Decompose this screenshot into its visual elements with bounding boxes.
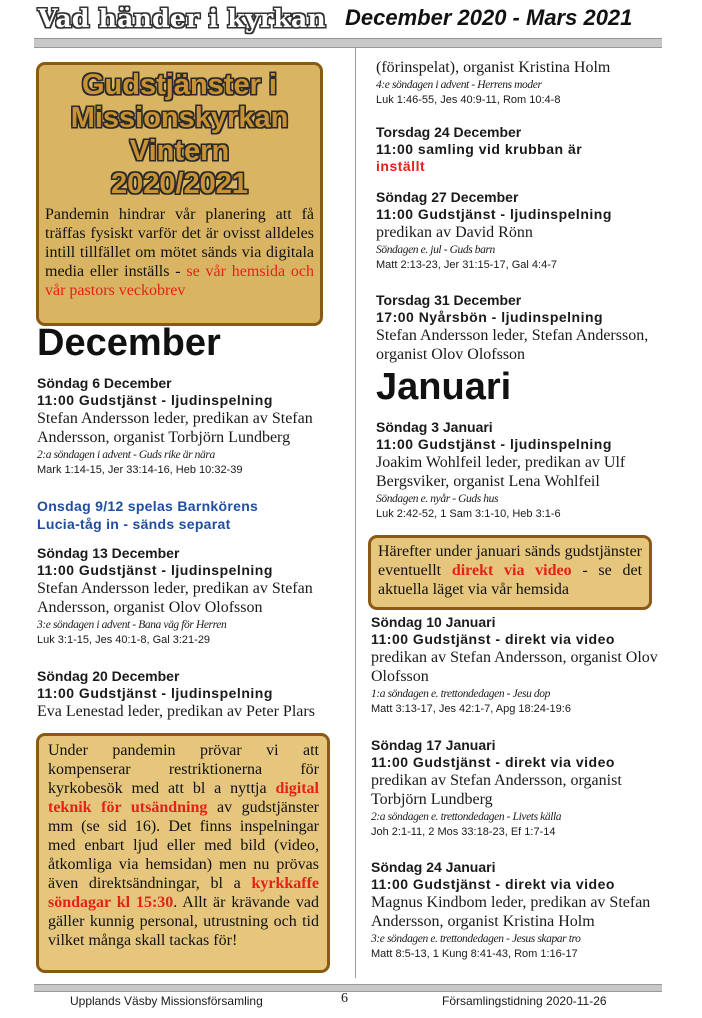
- footer-issue: Församlingstidning 2020-11-26: [442, 994, 607, 1008]
- service-details: Stefan Andersson leder, Stefan Andersson, organist Olov Olofsson: [376, 327, 649, 363]
- service-time: 11:00 Gudstjänst - ljudinspelning: [37, 392, 273, 408]
- footer-rule: [34, 984, 662, 992]
- service-day: Torsdag 24 December: [376, 124, 522, 140]
- newsletter-section-title: Vad händer i kyrkan: [38, 4, 326, 33]
- service-details: predikan av Stefan Andersson, organist Torbjörn Lundberg: [371, 772, 622, 808]
- intro-box-title: Gudstjänster i Missionskyrkan Vintern 2020/2021: [70, 69, 289, 200]
- service-entry: [376, 292, 668, 364]
- digital-tech-highlight: digital teknik för utsändning: [48, 780, 319, 816]
- column-divider: [355, 48, 356, 978]
- service-entry: [371, 737, 668, 840]
- service-readings: Matt 2:13-23, Jer 31:15-17, Gal 4:4-7: [376, 259, 557, 271]
- service-sunday: Söndagen e. nyår - Guds hus: [376, 493, 499, 505]
- pandemic-box: [36, 733, 330, 973]
- service-sunday: 3:e söndagen e. trettondedagen - Jesus skapar tro: [371, 933, 581, 945]
- service-readings: Matt 8:5-13, 1 Kung 8:41-43, Rom 1:16-17: [371, 948, 578, 960]
- service-day: Söndag 20 December: [37, 668, 180, 684]
- service-sunday: 2:a söndagen i advent - Guds rike är nära: [37, 449, 215, 461]
- service-details: Eva Lenestad leder, predikan av Peter Plars: [37, 703, 315, 720]
- service-time: 11:00 samling vid krubban är: [376, 141, 583, 157]
- service-details: Joakim Wohlfeil leder, predikan av Ulf Bergsviker, organist Lena Wohlfeil: [376, 454, 626, 490]
- service-details: predikan av Stefan Andersson, organist Olov Olofsson: [371, 649, 658, 685]
- service-day: Söndag 10 Januari: [371, 614, 496, 630]
- service-sunday: 1:a söndagen e. trettondedagen - Jesu dop: [371, 688, 550, 700]
- footer-organization: Upplands Väsby Missionsförsamling: [70, 994, 263, 1008]
- service-readings: Luk 1:46-55, Jes 40:9-11, Rom 10:4-8: [376, 94, 561, 106]
- service-day: Söndag 3 Januari: [376, 419, 493, 435]
- website-hint: se vår hemsida och vår pastors veckobrev: [45, 263, 314, 299]
- service-readings: Mark 1:14-15, Jer 33:14-16, Heb 10:32-39: [37, 464, 243, 476]
- service-time: 11:00 Gudstjänst - direkt via video: [371, 754, 615, 770]
- service-day: Torsdag 31 December: [376, 292, 522, 308]
- intro-box-text: Pandemin hindrar vår planering att få träffas fysiskt varför det är ovisst alldeles intill tillfället om mötet sänds via digitala media eller inställs - se vår hemsida och vår pastors veckobrev: [45, 206, 314, 299]
- service-readings: Matt 3:13-17, Jes 42:1-7, Apg 18:24-19:6: [371, 703, 571, 715]
- service-day: Söndag 27 December: [376, 189, 519, 205]
- service-details: Stefan Andersson leder, predikan av Stefan Andersson, organist Olov Olofsson: [37, 580, 313, 616]
- service-entry: [371, 614, 668, 717]
- pandemic-box-text: Under pandemin prövar vi att kompenserar restriktionerna för kyrkobesök med att bl a nyttja digital teknik för utsändning av gudstjänster mm (se sid 16). Det finns inspelningar med enbart ljud eller med bild (video, åtkomliga via hemsidan) men nu prövas även direktsändningar, bl a kyrkkaffe söndagar kl 15:30. Allt är krävande vad gäller kunnig personal, utrustning och tid vilket många skall tackas för!: [48, 742, 319, 949]
- service-time: 11:00 Gudstjänst - direkt via video: [371, 876, 615, 892]
- service-entry: [371, 859, 668, 962]
- service-entry: [376, 419, 668, 522]
- service-time: 11:00 Gudstjänst - ljudinspelning: [37, 685, 273, 701]
- page-number: 6: [341, 991, 348, 1006]
- cancelled-status: inställt: [376, 158, 426, 174]
- live-video-highlight: direkt via video: [451, 562, 572, 579]
- service-day: Söndag 6 December: [37, 375, 172, 391]
- intro-box: [36, 62, 323, 326]
- service-time: 11:00 Gudstjänst - ljudinspelning: [376, 436, 612, 452]
- service-details: predikan av David Rönn: [376, 224, 533, 241]
- january-notice-box: [368, 535, 652, 610]
- service-entry: [37, 668, 337, 721]
- service-day: Söndag 13 December: [37, 545, 180, 561]
- service-entry: [376, 189, 671, 273]
- service-entry: [37, 545, 332, 648]
- service-time: 11:00 Gudstjänst - ljudinspelning: [37, 562, 273, 578]
- service-time: 17:00 Nyårsbön - ljudinspelning: [376, 309, 604, 325]
- service-sunday: 3:e söndagen i advent - Bana väg för Herren: [37, 619, 227, 631]
- service-readings: Luk 2:42-52, 1 Sam 3:1-10, Heb 3:1-6: [376, 508, 561, 520]
- january-notice-text: Härefter under januari sänds gudstjänster eventuellt direkt via video - se det aktuella läget via vår hemsida: [378, 543, 643, 598]
- service-readings: Luk 3:1-15, Jes 40:1-8, Gal 3:21-29: [37, 634, 211, 646]
- service-day: Söndag 24 Januari: [371, 859, 496, 875]
- service-entry: [376, 124, 671, 175]
- lucia-notice: Onsdag 9/12 spelas Barnkörens Lucia-tåg in - sänds separat: [37, 498, 259, 532]
- service-time: 11:00 Gudstjänst - direkt via video: [371, 631, 615, 647]
- header-rule: [34, 38, 662, 48]
- service-sunday: 4:e söndagen i advent - Herrens moder: [376, 79, 542, 91]
- januari-heading: Januari: [376, 366, 512, 408]
- service-details: Magnus Kindbom leder, predikan av Stefan Andersson, organist Kristina Holm: [371, 894, 651, 930]
- service-day: Söndag 17 Januari: [371, 737, 496, 753]
- december-heading: December: [37, 322, 221, 364]
- service-entry: [37, 375, 332, 478]
- service-details: Stefan Andersson leder, predikan av Stefan Andersson, organist Torbjörn Lundberg: [37, 410, 313, 446]
- service-time: 11:00 Gudstjänst - ljudinspelning: [376, 206, 612, 222]
- date-range-title: December 2020 - Mars 2021: [345, 5, 633, 30]
- service-sunday: 2:a söndagen e. trettondedagen - Livets källa: [371, 811, 562, 823]
- service-readings: Joh 2:1-11, 2 Mos 33:18-23, Ef 1:7-14: [371, 826, 556, 838]
- dec20-continued: (förinspelat), organist Kristina Holm 4:e söndagen i advent - Herrens moder Luk 1:46-55, Jes 40:9-11, Rom 10:4-8: [376, 58, 671, 108]
- service-sunday: Söndagen e. jul - Guds barn: [376, 244, 495, 256]
- church-coffee-highlight: kyrkkaffe söndagar kl 15:30: [48, 875, 319, 911]
